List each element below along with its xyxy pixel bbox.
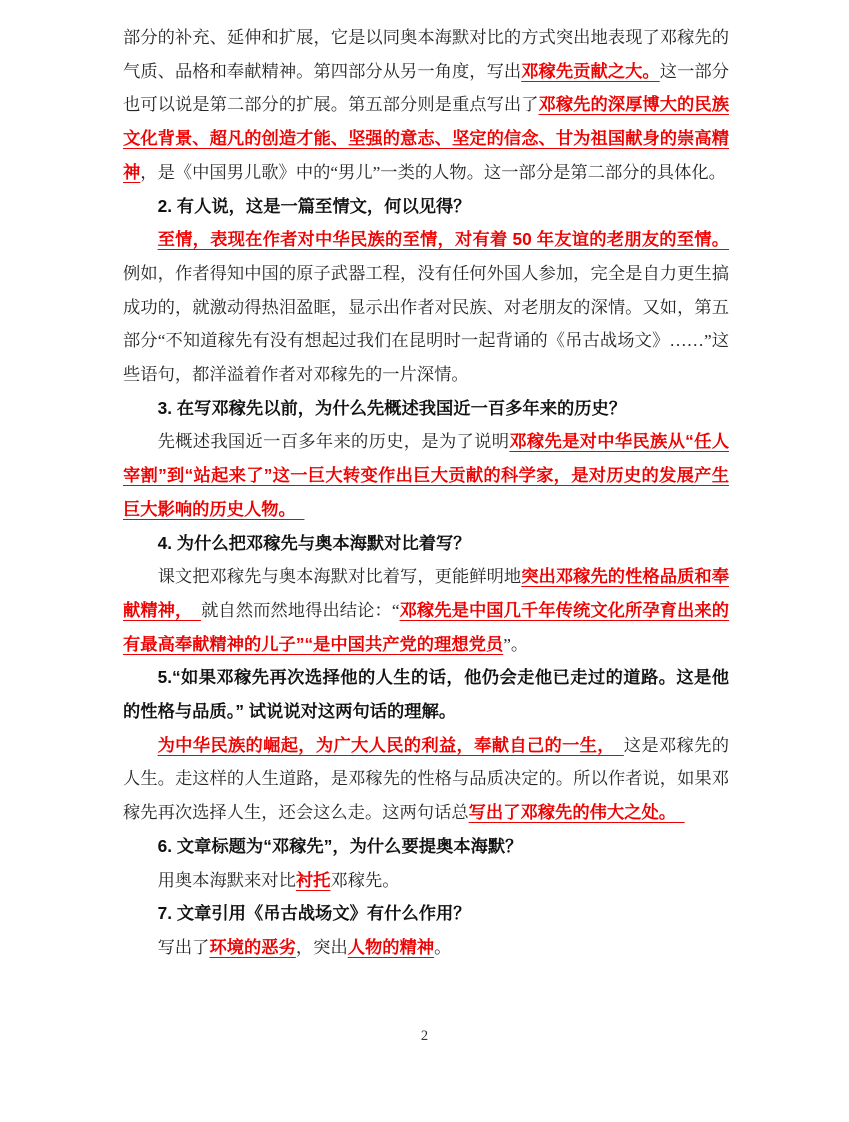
- highlighted-answer-text: 写出了邓稼先的伟大之处。: [468, 802, 685, 823]
- question-4-heading: [123, 527, 729, 561]
- highlighted-answer-text: 至情，表现在作者对中华民族的至情，对有着 50 年友谊的老朋友的至情。: [157, 229, 729, 250]
- highlighted-answer-text: 环境的恶劣: [209, 936, 296, 957]
- body-text: 例如，作者得知中国的原子武器工程，没有任何外国人参加，完全是自力更生搞成功的，就激动得热泪盈眶，显示出作者对民族、对老朋友的深情。又如，第五部分“不知道稼先有没有想起过我们在昆明时一起背诵的《吊古战场文》……”这些语句，都洋溢着作者对邓稼先的一片深情。: [123, 263, 729, 385]
- question-text: 3. 在写邓稼先以前，为什么先概述我国近一百多年来的历史？: [157, 397, 627, 418]
- body-text: ，是《中国男儿歌》中的“男儿”一类的人物。这一部分是第二部分的具体化。: [140, 162, 726, 182]
- answer-2-paragraph: [123, 223, 729, 392]
- highlighted-answer-text: 邓稼先是对中华民族从“任人宰割”到“站起来了”这一巨大转变作出巨大贡献的科学家，是对历史的发展产生巨大影响的历史人物。: [123, 431, 729, 519]
- highlighted-answer-text: 邓稼先贡献之大。: [521, 60, 660, 81]
- question-7-heading: [123, 897, 729, 931]
- highlighted-answer-text: 邓稼先是中国几千年传统文化所孕育出来的有最高奉献精神的儿子”“是中国共产党的理想党员: [123, 599, 730, 654]
- question-5-heading: [123, 661, 729, 728]
- body-text: 部分的补充、延伸和扩展，它是以同奥本海默对比的方式突出地表现了邓稼先的气质、品格和奉献精神。第四部分从另一角度，写出: [123, 28, 729, 81]
- answer-7-paragraph: [123, 931, 729, 965]
- question-text: 6. 文章标题为“邓稼先”，为什么要提奥本海默？: [157, 835, 523, 856]
- highlighted-answer-text: 人物的精神: [347, 936, 435, 957]
- question-6-heading: [123, 830, 729, 864]
- continued-analysis-paragraph: [123, 21, 729, 190]
- body-text: 这一部分也可以说是第二部分的扩展。第五部分则是重点写出了: [123, 61, 729, 115]
- page-number: 2: [420, 1028, 429, 1044]
- body-text: 写出了: [157, 937, 210, 957]
- highlighted-answer-text: 邓稼先的深厚博大的民族文化背景、超凡的创造才能、坚强的意志、坚定的信念、甘为祖国献身的崇高精神: [123, 94, 729, 182]
- body-text: ”。: [503, 634, 529, 654]
- question-text: 5.“如果邓稼先再次选择他的人生的话，他仍会走他已走过的道路。这是他的性格与品质。” 试说说对这两句话的理解。: [123, 667, 729, 722]
- highlighted-answer-text: 衬托: [295, 869, 331, 890]
- question-3-heading: [123, 392, 729, 426]
- question-2-heading: [123, 190, 729, 224]
- body-text: 用奥本海默来对比: [157, 870, 296, 890]
- body-text: ，突出: [295, 937, 348, 957]
- answer-3-paragraph: [123, 425, 729, 526]
- body-text: 先概述我国近一百多年来的历史，是为了说明: [157, 432, 510, 452]
- body-text: 。: [434, 937, 452, 957]
- answer-6-paragraph: [123, 864, 729, 898]
- highlighted-answer-text: 为中华民族的崛起，为广大人民的利益，奉献自己的一生，: [157, 734, 624, 755]
- answer-4-paragraph: [123, 560, 729, 661]
- answer-5-paragraph: [123, 729, 729, 830]
- document-body: [123, 21, 729, 965]
- body-text: 课文把邓稼先与奥本海默对比着写，更能鲜明地: [157, 567, 522, 587]
- question-text: 2. 有人说，这是一篇至情文，何以见得？: [157, 195, 471, 216]
- body-text: 邓稼先。: [330, 870, 400, 890]
- question-text: 4. 为什么把邓稼先与奥本海默对比着写？: [157, 532, 471, 553]
- body-text: 这是邓稼先的人生。走这样的人生道路，是邓稼先的性格与品质决定的。所以作者说，如果邓稼先再次选择人生，还会这么走。这两句话总: [123, 735, 729, 823]
- question-text: 7. 文章引用《吊古战场文》有什么作用？: [157, 903, 471, 924]
- body-text: 就自然而然地得出结论：“: [201, 600, 400, 620]
- highlighted-answer-text: 突出邓稼先的性格品质和奉献精神，: [123, 566, 729, 620]
